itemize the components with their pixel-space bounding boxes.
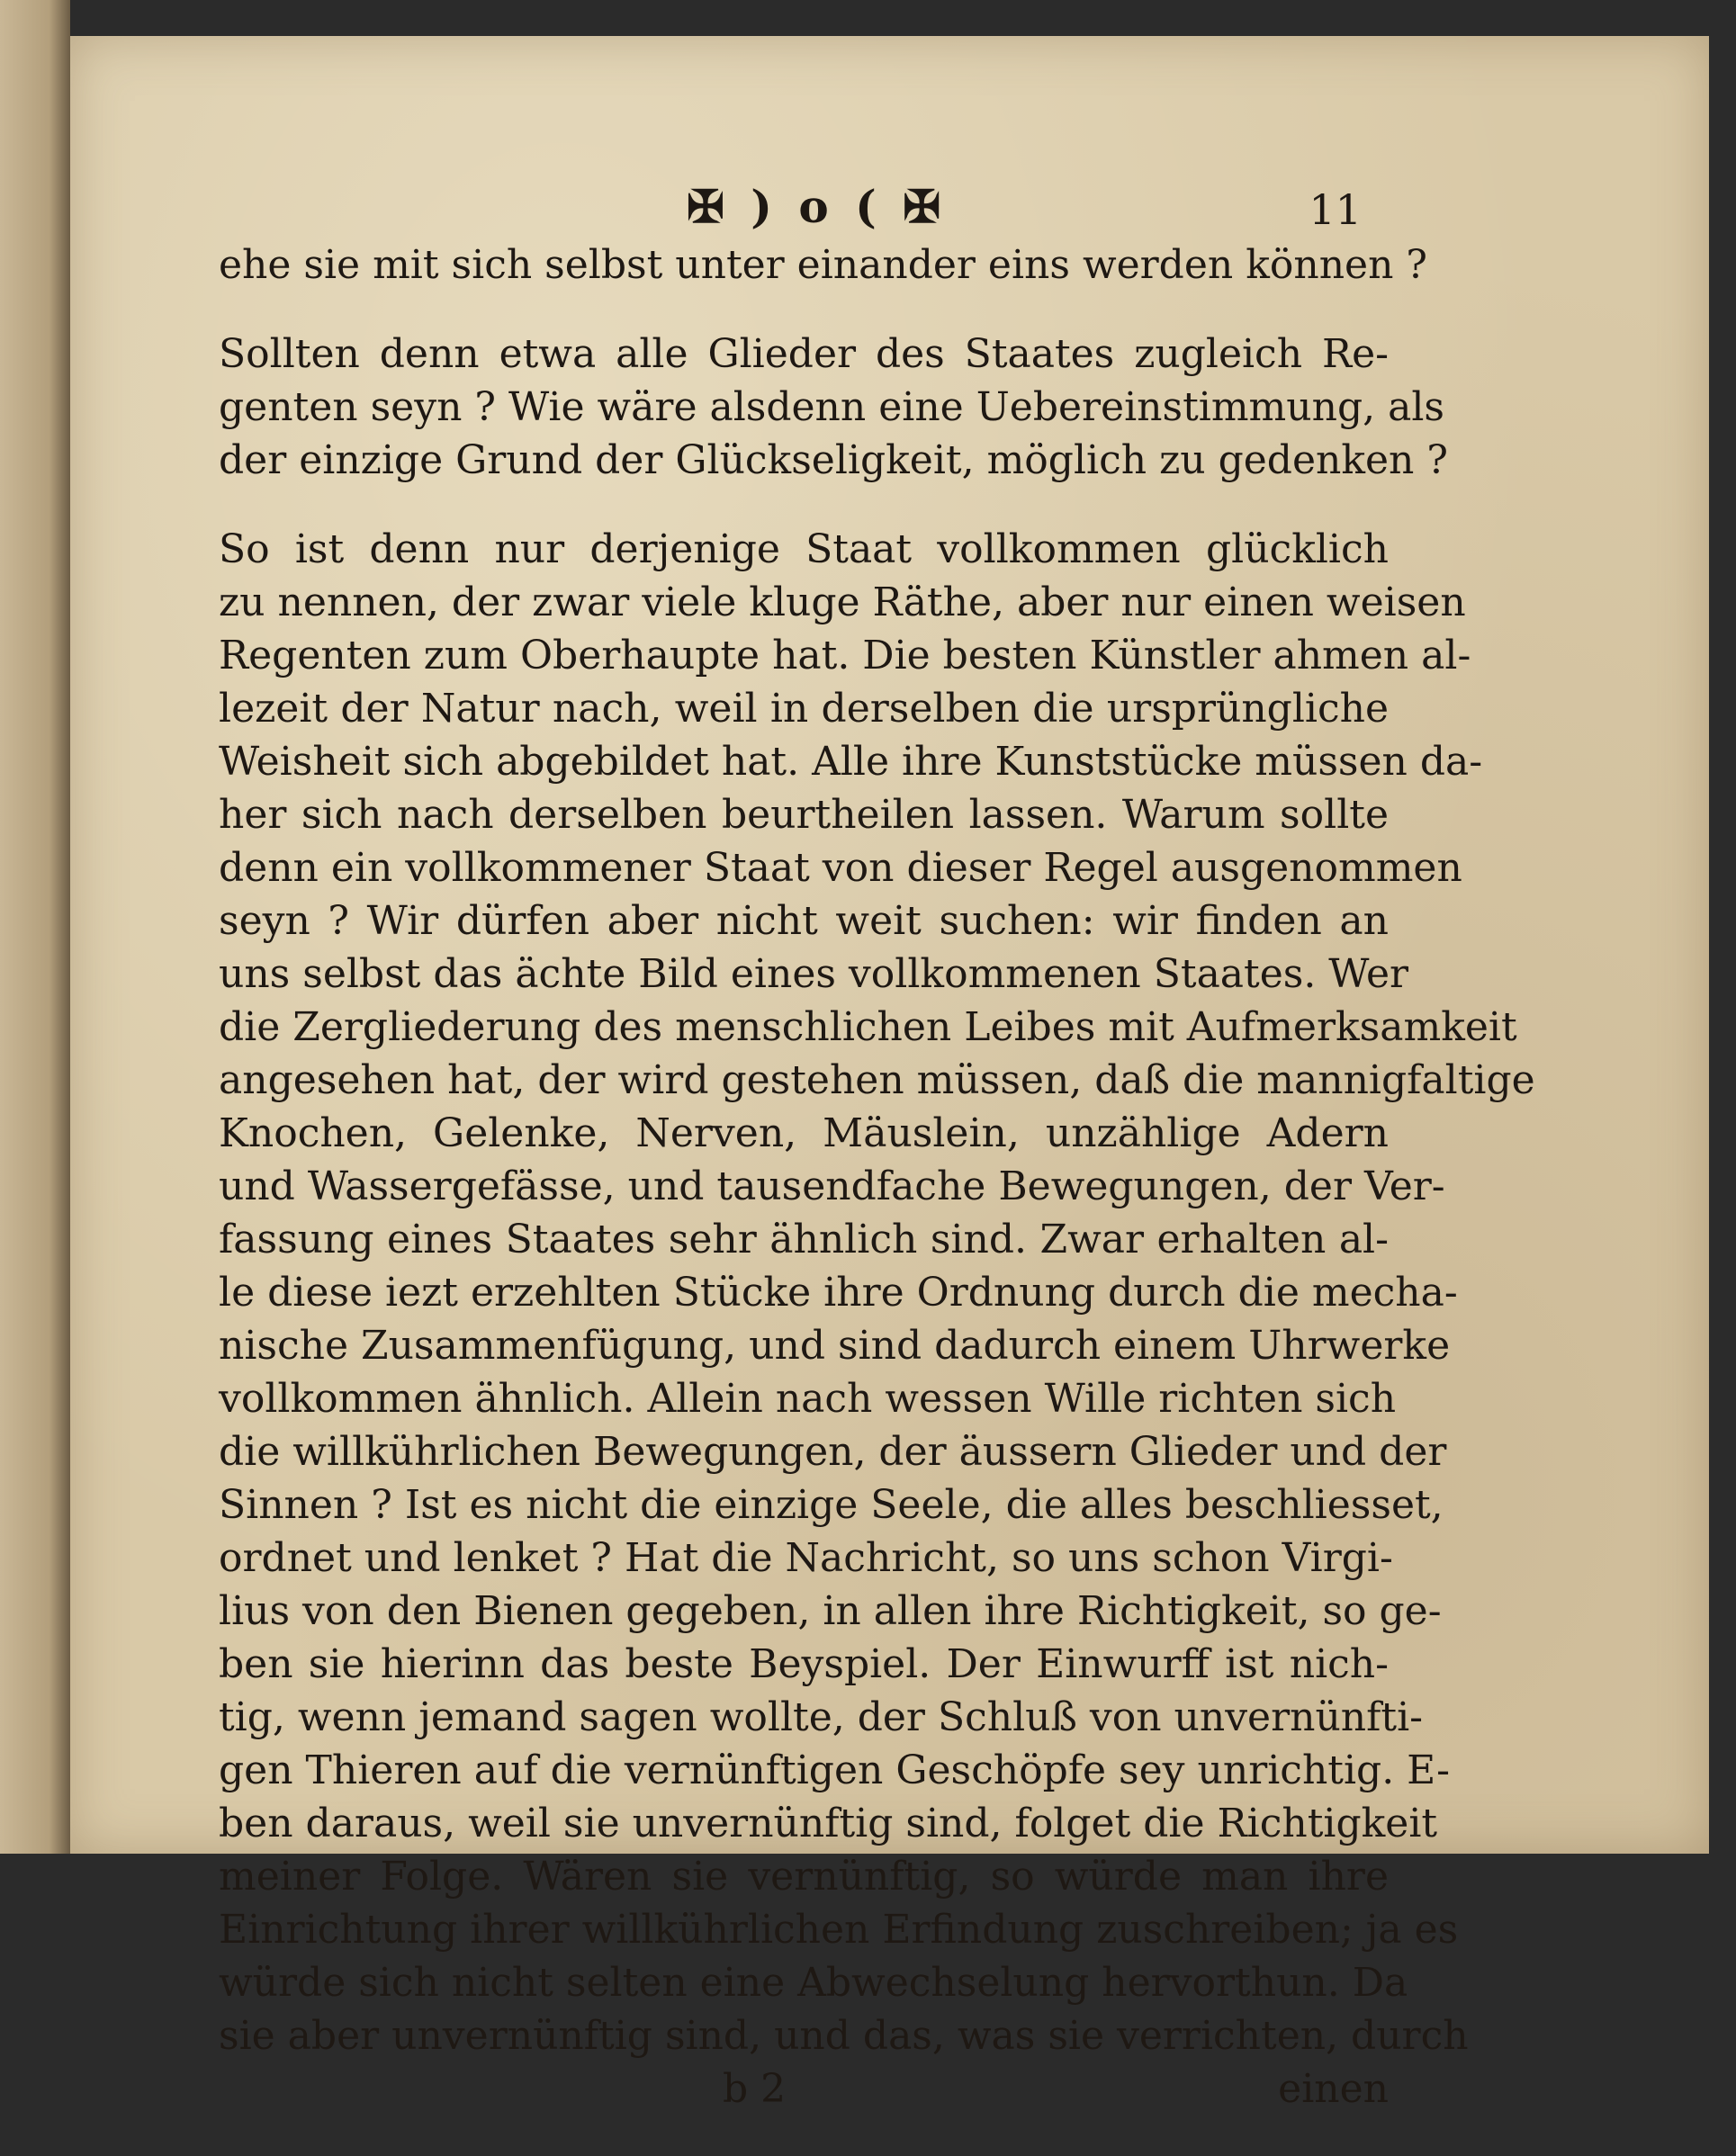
text-line: Sollten denn etwa alle Glieder des Staates zugleich Re- <box>219 331 1389 377</box>
text-line: ordnet und lenket ? Hat die Nachricht, so uns schon Virgi- <box>219 1535 1393 1581</box>
text-line: Knochen, Gelenke, Nerven, Mäuslein, unzählige Adern <box>219 1110 1389 1156</box>
signature-mark: b 2 <box>723 2066 787 2112</box>
text-line: die Zergliederung des menschlichen Leibes mit Aufmerksamkeit <box>219 1004 1517 1050</box>
catchword: einen <box>1278 2066 1389 2112</box>
page-footer <box>219 2066 1389 2120</box>
text-line: Sinnen ? Ist es nicht die einzige Seele, die alles beschliesset, <box>219 1482 1444 1528</box>
text-line: ehe sie mit sich selbst unter einander eins werden können ? <box>219 242 1427 288</box>
previous-page-edge <box>0 0 70 1854</box>
book-page <box>70 36 1709 2112</box>
text-line: nische Zusammenfügung, und sind dadurch einem Uhrwerke <box>219 1323 1451 1369</box>
header-ornament: ✠ ) o ( ✠ <box>687 180 947 233</box>
page-header <box>219 180 1389 234</box>
text-line: würde sich nicht selten eine Abwechselung hervorthun. Da <box>219 1960 1408 2006</box>
text-line: die willkührlichen Bewegungen, der äussern Glieder und der <box>219 1429 1447 1475</box>
text-line: Einrichtung ihrer willkührlichen Erfindung zuschreiben; ja es <box>219 1907 1459 1953</box>
text-line: gen Thieren auf die vernünftigen Geschöpfe sey unrichtig. E- <box>219 1747 1450 1793</box>
text-line: meiner Folge. Wären sie vernünftig, so würde man ihre <box>219 1854 1389 1900</box>
text-line: denn ein vollkommener Staat von dieser Regel ausgenommen <box>219 845 1462 891</box>
text-line: fassung eines Staates sehr ähnlich sind. Zwar erhalten al- <box>219 1217 1389 1262</box>
text-line: angesehen hat, der wird gestehen müssen, daß die mannigfaltige <box>219 1057 1535 1103</box>
text-line: seyn ? Wir dürfen aber nicht weit suchen: wir finden an <box>219 898 1389 944</box>
text-line: und Wassergefässe, und tausendfache Bewegungen, der Ver- <box>219 1163 1445 1209</box>
text-line: ben daraus, weil sie unvernünftig sind, folget die Richtigkeit <box>219 1801 1438 1846</box>
text-line: genten seyn ? Wie wäre alsdenn eine Uebereinstimmung, als <box>219 384 1444 430</box>
text-line: vollkommen ähnlich. Allein nach wessen Wille richten sich <box>219 1376 1397 1422</box>
page-number: 11 <box>1309 185 1362 234</box>
paragraph-3 <box>219 523 1535 2062</box>
body-text <box>219 238 1535 2062</box>
text-line: ben sie hierinn das beste Beyspiel. Der Einwurff ist nich- <box>219 1641 1389 1687</box>
text-line: der einzige Grund der Glückseligkeit, möglich zu gedenken ? <box>219 437 1448 483</box>
paragraph-1 <box>219 238 1427 292</box>
text-line: zu nennen, der zwar viele kluge Räthe, aber nur einen weisen <box>219 579 1466 625</box>
text-line: le diese iezt erzehlten Stücke ihre Ordnung durch die mecha- <box>219 1270 1458 1316</box>
text-line: Weisheit sich abgebildet hat. Alle ihre Kunststücke müssen da- <box>219 739 1483 785</box>
text-line: lezeit der Natur nach, weil in derselben die ursprüngliche <box>219 686 1389 732</box>
text-line: Regenten zum Oberhaupte hat. Die besten Künstler ahmen al- <box>219 633 1471 678</box>
text-line: lius von den Bienen gegeben, in allen ihre Richtigkeit, so ge- <box>219 1588 1442 1634</box>
text-line: uns selbst das ächte Bild eines vollkommenen Staates. Wer <box>219 951 1409 997</box>
paragraph-2 <box>219 328 1448 487</box>
text-line: tig, wenn jemand sagen wollte, der Schluß von unvernünfti- <box>219 1694 1424 1740</box>
text-line: her sich nach derselben beurtheilen lassen. Warum sollte <box>219 792 1389 838</box>
text-line: sie aber unvernünftig sind, und das, was sie verrichten, durch <box>219 2013 1469 2059</box>
text-line: So ist denn nur derjenige Staat vollkommen glücklich <box>219 526 1389 572</box>
text-block <box>219 180 1535 2120</box>
